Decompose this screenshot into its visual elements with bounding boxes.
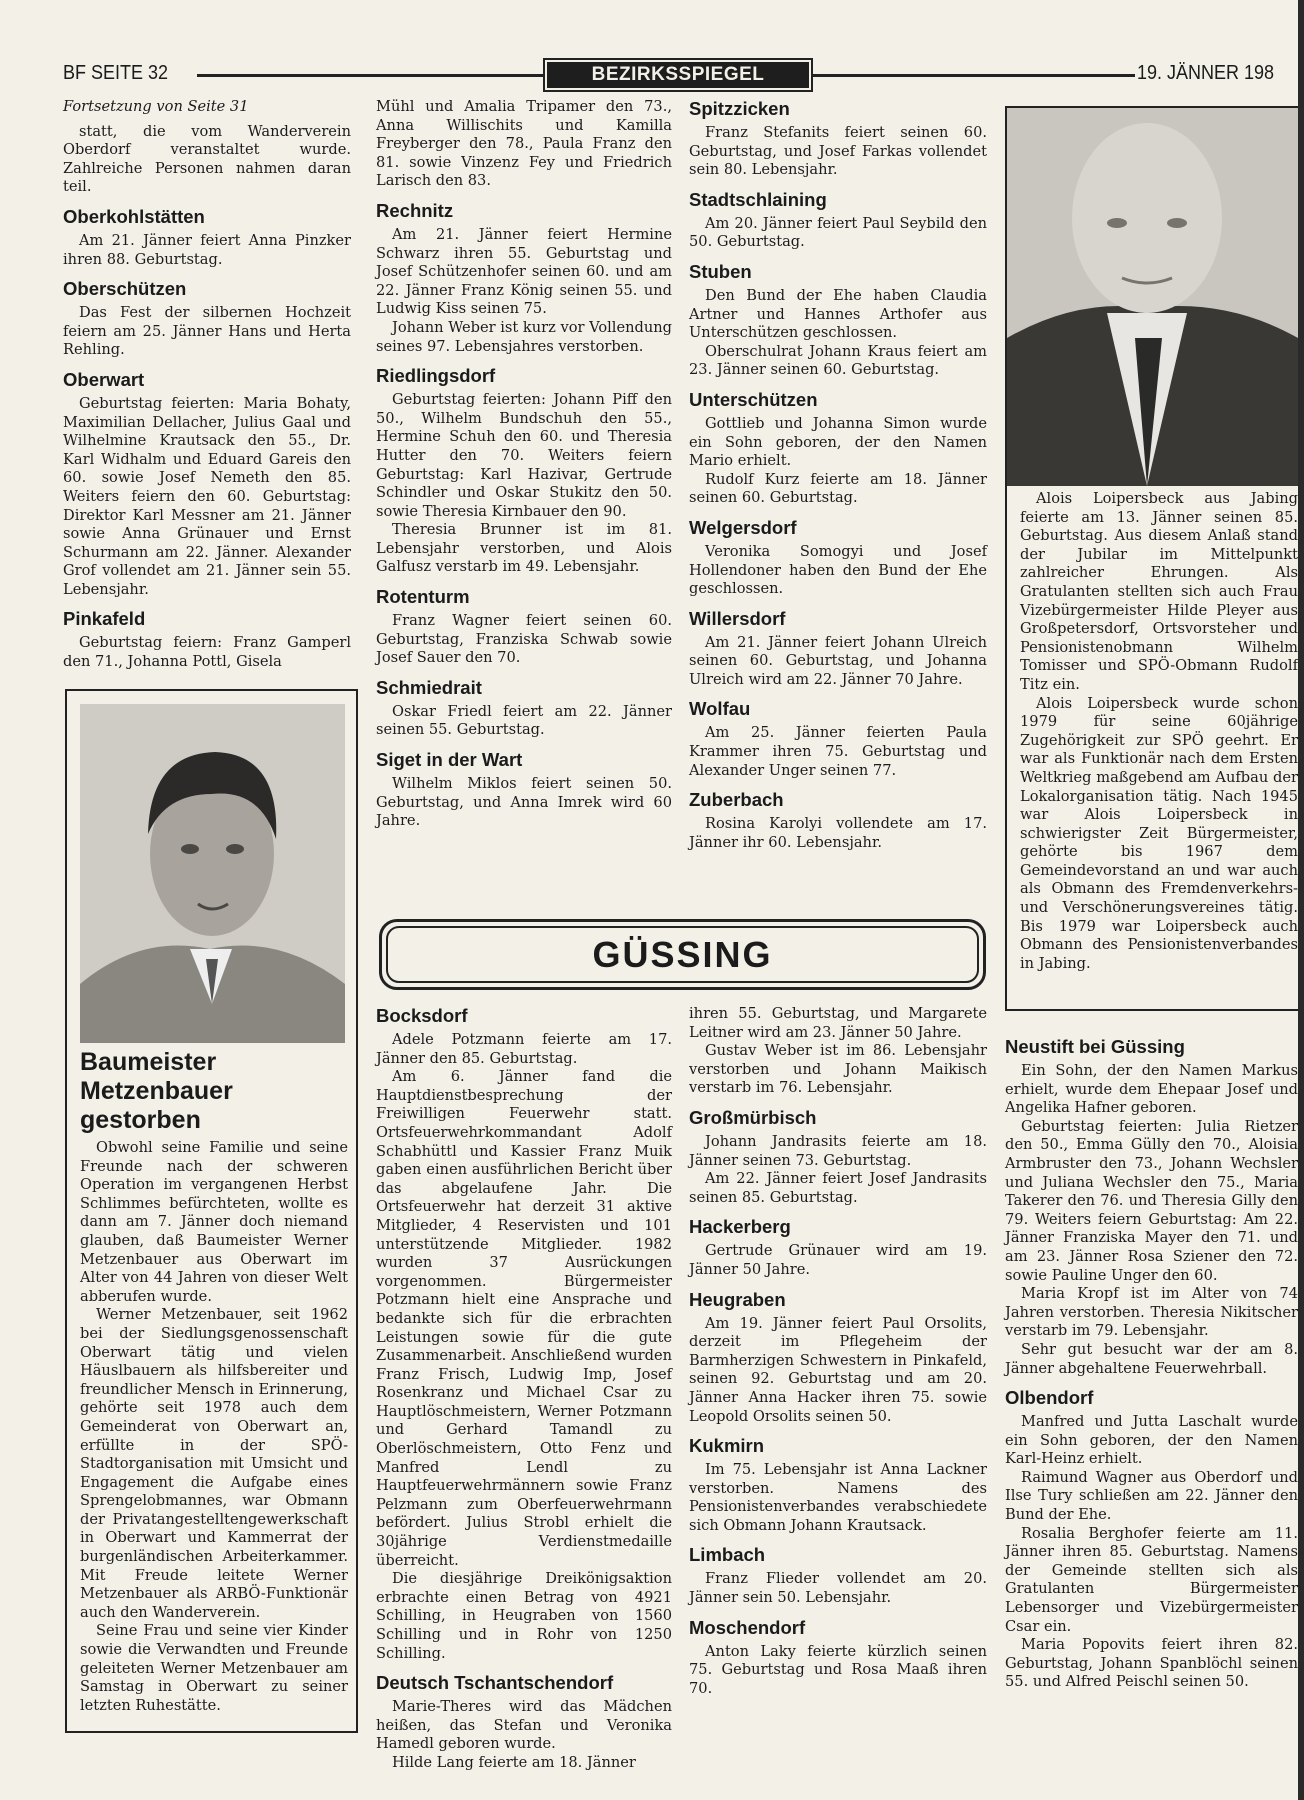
article-paragraph: Gottlieb und Johanna Simon wurde ein Sohn geboren, der den Namen Mario erhielt. [689, 414, 987, 470]
place-heading: Stadtschlaining [689, 188, 827, 210]
place-heading: Schmiedrait [376, 676, 482, 698]
place-heading: Willersdorf [689, 607, 786, 629]
photo-caption [1020, 490, 1298, 1005]
issue-date: 19. JÄNNER 198 [1137, 62, 1275, 84]
place-heading: Siget in der Wart [376, 749, 523, 771]
place-heading: Zuberbach [689, 789, 784, 811]
column-3-bottom [689, 1005, 987, 1745]
article-paragraph: Hilde Lang feierte am 18. Jänner [392, 1753, 636, 1771]
place-heading: Oberschützen [63, 278, 187, 300]
article-paragraph: Am 20. Jänner feiert Paul Seybild den 50. Geburtstag. [689, 214, 987, 251]
place-heading: Neustift bei Güssing [1005, 1036, 1185, 1057]
article-paragraph: Anton Laky feierte kürzlich seinen 75. Geburtstag und Rosa Maaß ihren 70. [689, 1642, 987, 1697]
section-masthead [543, 58, 813, 92]
article-paragraph: Geburtstag feierten: Maria Bohaty, Maximilian Dellacher, Julius Gaal und Wilhelmine Krautsack den 55., Dr. Karl Widhalm und Eduard Gareis den 60. sowie Josef Nemeth den 85. Weiters feiern den 60. Geburtstag: Direktor Karl Messner am 21. Jänner sowie Anna Grünauer und Ernst Schurmann am 22. Jänner. Alexander Grof vollendet am 21. Jänner sein 55. Lebensjahr. [63, 394, 351, 598]
article-paragraph: Die diesjährige Dreikönigsaktion erbrachte einen Betrag von 4921 Schilling, in Heugraben von 1560 Schilling und in Rohr von 1250 Schilling. [376, 1570, 672, 1662]
column-3-top [689, 98, 987, 888]
region-title: GÜSSING [386, 926, 979, 983]
obituary-article [80, 1048, 348, 1724]
article-paragraph: Raimund Wagner aus Oberdorf und Ilse Tury schließen am 22. Jänner den Bund der Ehe. [1005, 1468, 1298, 1524]
article-paragraph: Den Bund der Ehe haben Claudia Artner und Hannes Arthofer aus Unterschützen geschlossen. [689, 286, 987, 342]
article-paragraph: Theresia Brunner ist im 81. Lebensjahr verstorben, und Alois Galfusz verstarb im 49. Lebensjahr. [376, 521, 672, 576]
obituary-text [80, 1139, 348, 1724]
header-rule-right [813, 74, 1135, 77]
place-heading: Oberwart [63, 368, 145, 390]
place-heading: Kukmirn [689, 1435, 765, 1457]
article-paragraph: Obwohl seine Familie und seine Freunde nach der schweren Operation im vergangenen Herbst Schlimmes befürchteten, wollte es dann am 7. Jänner doch niemand glauben, daß Baumeister Werner Metzenbauer aus Oberwart im Alter von 44 Jahren von dieser Welt abberufen wurde. [80, 1139, 348, 1305]
article-paragraph: Geburtstag feiern: Franz Gamperl den 71., Johanna Pottl, Gisela [63, 634, 351, 671]
place-heading: Olbendorf [1005, 1387, 1094, 1409]
article-paragraph: Gertrude Grünauer wird am 19. Jänner 50 Jahre. [689, 1242, 987, 1278]
place-heading: Deutsch Tschantschendorf [376, 1672, 614, 1694]
header-rule-left [197, 74, 543, 77]
place-heading: Heugraben [689, 1288, 786, 1310]
article-paragraph: Franz Stefanits feiert seinen 60. Geburtstag, und Josef Farkas vollendet sein 80. Lebensjahr. [689, 124, 987, 179]
article-paragraph: Wilhelm Miklos feiert seinen 50. Geburtstag, und Anna Imrek wird 60 Jahre. [376, 775, 672, 830]
obituary-headline: Baumeister Metzenbauer gestorben [80, 1048, 233, 1134]
article-paragraph: Manfred und Jutta Laschalt wurde ein Sohn geboren, der den Namen Karl-Heinz erhielt. [1005, 1413, 1298, 1468]
article-paragraph: Franz Flieder vollendet am 20. Jänner sein 50. Lebensjahr. [689, 1570, 987, 1607]
article-paragraph: Gustav Weber ist im 86. Lebensjahr verstorben und Johann Maikisch verstarb im 76. Lebensjahr. [689, 1042, 987, 1097]
page-number: BF SEITE 32 [63, 62, 169, 84]
place-heading: Spitzzicken [689, 98, 790, 119]
column-4-bottom [1005, 1036, 1298, 1746]
article-paragraph: Maria Kropf ist im Alter von 74 Jahren verstorben. Theresia Nikitscher verstarb im 79. Lebensjahr. [1005, 1285, 1298, 1340]
article-paragraph: Johann Weber ist kurz vor Vollendung seines 97. Lebensjahres verstorben. [376, 318, 672, 355]
article-paragraph: Geburtstag feierten: Johann Piff den 50., Wilhelm Bundschuh den 55., Hermine Schuh den 60. und Theresia Hutter den 70. Weiters feiern Geburtstag: Karl Hazivar, Gertrude Schindler und Oskar Stukitz den 50. sowie Theresia Kirnbauer den 90. [376, 391, 672, 520]
photo-box-loipersbeck [1005, 106, 1298, 1011]
article-paragraph: Adele Potzmann feierte am 17. Jänner den 85. Geburtstag. [376, 1031, 672, 1067]
continuation-note: Fortsetzung von Seite 31 [63, 98, 249, 115]
article-paragraph: Geburtstag feierten: Julia Rietzer den 50., Emma Gülly den 70., Aloisia Armbruster den 73., Johann Wechsler und Juliana Wechsler den 75., Maria Takerer den 76. und Theresia Gilly den 79. Weiters feiern Geburtstag: Am 22. Jänner Franziska Mayer den 71. und am 23. Jänner Rosa Sziener den 72. sowie Pauline Unger den 60. [1005, 1117, 1298, 1284]
portrait-image [80, 704, 345, 1043]
column-2-bottom [376, 1005, 672, 1771]
article-paragraph: Am 6. Jänner fand die Hauptdienstbesprechung der Freiwilligen Feuerwehr statt. Ortsfeuerwehrkommandant Adolf Schabhüttl und Kassier Franz Muik gaben einen ausführlichen Bericht über das abgelaufene Jahr. Die Ortsfeuerwehr hat derzeit 31 aktive Mitglieder, 4 Reservisten und 101 unterstützende Mitglieder. 1982 wurden 37 Ausrückungen vorgenommen. Bürgermeister Potzmann hielt eine Ansprache und bedankte sich für die erbrachten Leistungen sowie für die gute Zusammenarbeit. Anschließend wurden Franz Frisch, Ludwig Imp, Josef Rosenkranz und Michael Csar zu Hauptlöschmeistern, Werner Potzmann und Gerhard Tamandl zu Oberlöschmeistern, Otto Fenz und Manfred Lendl zu Hauptfeuerwehrmännern sowie Franz Pelzmann zum Oberfeuerwehrmann befördert. Julius Strobl erhielt die 30jährige Verdienstmedaille überreicht. [376, 1068, 672, 1569]
article-paragraph: Rosalia Berghofer feierte am 11. Jänner ihren 85. Geburtstag. Namens der Gemeinde stellten sich als Gratulanten Bürgermeister Lebensorger und Vizebürgermeister Csar ein. [1005, 1524, 1298, 1635]
article-paragraph: Maria Popovits feiert ihren 82. Geburtstag, Johann Spanblöchl seinen 55. und Alfred Peischl seinen 50. [1005, 1636, 1298, 1691]
region-banner [379, 919, 986, 990]
article-paragraph: Johann Jandrasits feierte am 18. Jänner seinen 73. Geburtstag. [689, 1132, 987, 1169]
article-paragraph: Oberschulrat Johann Kraus feiert am 23. Jänner seinen 60. Geburtstag. [689, 342, 987, 379]
place-heading: Unterschützen [689, 388, 818, 410]
article-paragraph: Am 22. Jänner feiert Josef Jandrasits seinen 85. Geburtstag. [689, 1170, 987, 1206]
portrait-photo-metzenbauer [80, 704, 345, 1043]
obituary-box [65, 689, 358, 1733]
place-heading: Hackerberg [689, 1216, 791, 1238]
place-heading: Pinkafeld [63, 608, 146, 630]
article-paragraph: Am 21. Jänner feiert Hermine Schwarz ihren 55. Geburtstag und Josef Schützenhofer seinen 60. und am 22. Jänner Franz König seinen 55. und Ludwig Kiss seinen 75. [376, 225, 672, 318]
section-title: BEZIRKSSPIEGEL [547, 62, 809, 88]
article-paragraph: ihren 55. Geburtstag, und Margarete Leitner wird am 23. Jänner 50 Jahre. [689, 1005, 987, 1041]
place-heading: Rechnitz [376, 199, 454, 221]
article-paragraph: Rosina Karolyi vollendete am 17. Jänner ihr 60. Lebensjahr. [689, 815, 987, 851]
place-heading: Wolfau [689, 698, 751, 720]
article-paragraph: Rudolf Kurz feierte am 18. Jänner seinen 60. Geburtstag. [689, 470, 987, 507]
article-paragraph: Oskar Friedl feiert am 22. Jänner seinen 55. Geburtstag. [376, 702, 672, 739]
article-paragraph: Am 21. Jänner feiert Anna Pinzker ihren 88. Geburtstag. [63, 231, 351, 268]
place-heading: Limbach [689, 1544, 766, 1566]
place-heading: Moschendorf [689, 1616, 806, 1638]
page-edge [1298, 0, 1304, 1800]
place-heading: Großmürbisch [689, 1106, 817, 1128]
place-heading: Welgersdorf [689, 516, 797, 538]
article-paragraph: Im 75. Lebensjahr ist Anna Lackner verstorben. Namens des Pensionistenverbandes verabschiedete sich Obmann Johann Krautsack. [689, 1461, 987, 1534]
place-heading: Riedlingsdorf [376, 365, 496, 387]
article-paragraph: Veronika Somogyi und Josef Hollendoner haben den Bund der Ehe geschlossen. [689, 542, 987, 598]
article-paragraph: Alois Loipersbeck wurde schon 1979 für seine 60jährige Zugehörigkeit zur SPÖ geehrt. Er war als Funktionär nach dem Ersten Weltkrieg maßgebend am Aufbau der Lokalorganisation tätig. Nach 1945 war Alois Loipersbeck in schwierigster Zeit Bürgermeister, gehörte bis 1967 dem Gemeindevorstand an und war auch als Obmann des Fremdenverkehrs- und Verschönerungsvereines tätig. Bis 1979 war Loipersbeck auch Obmann des Pensionistenverbandes in Jabing. [1020, 694, 1298, 972]
article-paragraph: Am 19. Jänner feiert Paul Orsolits, derzeit im Pflegeheim der Barmherzigen Schwestern in Pinkafeld, seinen 92. Geburtstag und am 20. Jänner Anna Hacker ihren 75. sowie Leopold Orsolits seinen 50. [689, 1314, 987, 1425]
article-paragraph: Marie-Theres wird das Mädchen heißen, das Stefan und Veronika Hamedl geboren wurde. [376, 1698, 672, 1753]
place-heading: Rotenturm [376, 586, 470, 608]
article-paragraph: Ein Sohn, der den Namen Markus erhielt, wurde dem Ehepaar Josef und Angelika Hafner geboren. [1005, 1062, 1298, 1117]
place-heading: Bocksdorf [376, 1005, 468, 1026]
article-paragraph: Alois Loipersbeck aus Jabing feierte am 13. Jänner seinen 85. Geburtstag. Aus diesem Anlaß stand der Jubilar im Mittelpunkt zahlreicher Ehrungen. Als Gratulanten stellten sich auch Frau Vizebürgermeister Hilde Pleyer aus Großpetersdorf, Ortsvorsteher und Pensionistenobmann Wilhelm Tomisser und SPÖ-Obmann Rudolf Titz ein. [1020, 490, 1298, 693]
place-heading: Oberkohlstätten [63, 205, 205, 227]
article-paragraph: Sehr gut besucht war der am 8. Jänner abgehaltene Feuerwehrball. [1005, 1340, 1298, 1377]
article-paragraph: Mühl und Amalia Tripamer den 73., Anna Willischits und Kamilla Freyberger den 78., Paula Franz den 81. sowie Vinzenz Fey und Friedrich Larisch den 83. [376, 98, 672, 190]
column-2-top [376, 98, 672, 888]
article-paragraph: Am 21. Jänner feiert Johann Ulreich seinen 60. Geburtstag, und Johanna Ulreich wird am 22. Jänner 70 Jahre. [689, 633, 987, 688]
article-paragraph: Franz Wagner feiert seinen 60. Geburtstag, Franziska Schwab sowie Josef Sauer den 70. [376, 612, 672, 667]
column-1 [63, 98, 351, 670]
portrait-photo-loipersbeck [1007, 108, 1298, 486]
portrait-image [1007, 108, 1298, 486]
article-paragraph: Das Fest der silbernen Hochzeit feiern am 25. Jänner Hans und Herta Rehling. [63, 304, 351, 359]
article-paragraph: statt, die vom Wanderverein Oberdorf veranstaltet wurde. Zahlreiche Personen nahmen daran teil. [63, 122, 351, 196]
article-paragraph: Werner Metzenbauer, seit 1962 bei der Siedlungsgenossenschaft Oberwart tätig und vielen Häuslbauern als hilfsbereiter und freundlicher Mensch in Erinnerung, gehörte seit 1978 auch dem Gemeinderat von Oberwart an, erfüllte in der SPÖ-Stadtorganisation mit Umsicht und Engagement die Aufgabe eines Sprengelobmannes, war Obmann der Privatangestelltengewerkschaft in Oberwart und Kammerrat der burgenländischen Arbeiterkammer. Mit Freude leitete Werner Metzenbauer als ARBÖ-Funktionär auch den Wanderverein. [80, 1306, 348, 1621]
place-heading: Stuben [689, 260, 752, 282]
article-paragraph: Seine Frau und seine vier Kinder sowie die Verwandten und Freunde geleiteten Werner Metzenbauer am Samstag in Oberwart zu seiner letzten Ruhestätte. [80, 1622, 348, 1714]
article-paragraph: Am 25. Jänner feierten Paula Krammer ihren 75. Geburtstag und Alexander Unger seinen 77. [689, 724, 987, 779]
